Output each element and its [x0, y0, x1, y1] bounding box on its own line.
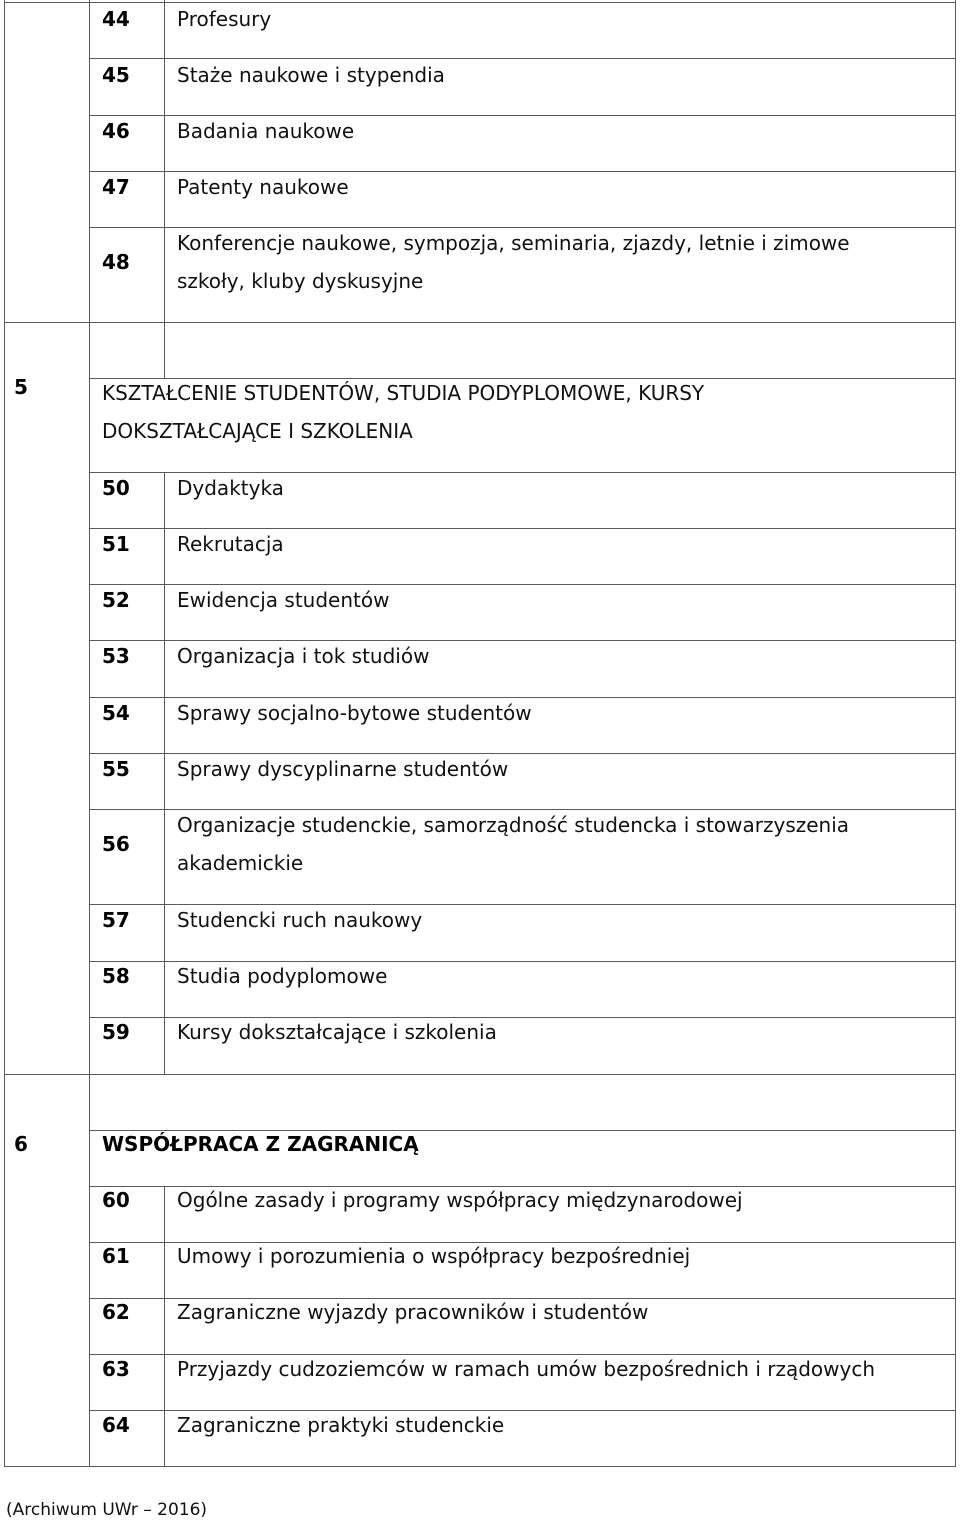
subcolumn-divider-section5 — [164, 472, 165, 1074]
row-label: Zagraniczne wyjazdy pracowników i studentów — [177, 1300, 649, 1324]
subcolumn-divider-section5-header — [164, 322, 165, 378]
row-label: Studencki ruch naukowy — [177, 908, 423, 932]
row-label: Patenty naukowe — [177, 175, 349, 199]
row-label: Umowy i porozumienia o współpracy bezpośredniej — [177, 1244, 691, 1268]
row-code: 50 — [102, 476, 130, 500]
row-code: 59 — [102, 1020, 130, 1044]
row-code: 48 — [102, 250, 130, 274]
row-label: Przyjazdy cudzoziemców w ramach umów bezpośrednich i rządowych — [177, 1357, 876, 1381]
table-border-bottom — [4, 1466, 956, 1467]
row-code: 54 — [102, 701, 130, 725]
row-code: 58 — [102, 964, 130, 988]
row-code: 52 — [102, 588, 130, 612]
row-code: 47 — [102, 175, 130, 199]
row-code: 60 — [102, 1188, 130, 1212]
section-code: 5 — [14, 375, 28, 399]
table-border-right — [955, 0, 956, 1467]
row-code: 61 — [102, 1244, 130, 1268]
section-code: 6 — [14, 1132, 28, 1156]
subcolumn-divider-top — [164, 0, 165, 322]
table-column-divider — [89, 0, 90, 1467]
row-label: Konferencje naukowe, sympozja, seminaria, zjazdy, letnie i zimowe szkoły, kluby dyskusyjne — [177, 231, 850, 293]
row-label: Ewidencja studentów — [177, 588, 390, 612]
row-code: 62 — [102, 1300, 130, 1324]
subcolumn-divider-section6 — [164, 1186, 165, 1467]
row-divider — [4, 322, 956, 323]
row-code: 63 — [102, 1357, 130, 1381]
table-border-left — [4, 0, 5, 1467]
row-label: Zagraniczne praktyki studenckie — [177, 1413, 505, 1437]
row-label: Staże naukowe i stypendia — [177, 63, 445, 87]
row-code: 45 — [102, 63, 130, 87]
row-code: 44 — [102, 7, 130, 31]
row-label: Ogólne zasady i programy współpracy międzynarodowej — [177, 1188, 743, 1212]
section-title: WSPÓŁPRACA Z ZAGRANICĄ — [102, 1132, 419, 1156]
row-label: Rekrutacja — [177, 532, 284, 556]
footer-source-note: (Archiwum UWr – 2016) — [6, 1500, 208, 1520]
row-label: Dydaktyka — [177, 476, 284, 500]
row-code: 57 — [102, 908, 130, 932]
row-label: Organizacje studenckie, samorządność studencka i stowarzyszenia akademickie — [177, 813, 850, 875]
row-code: 46 — [102, 119, 130, 143]
row-divider — [4, 1074, 956, 1075]
row-label: Organizacja i tok studiów — [177, 644, 430, 668]
row-label: Sprawy dyscyplinarne studentów — [177, 757, 509, 781]
row-label: Profesury — [177, 7, 272, 31]
row-label: Studia podyplomowe — [177, 964, 388, 988]
section-title: KSZTAŁCENIE STUDENTÓW, STUDIA PODYPLOMOWE, KURSY DOKSZTAŁCAJĄCE I SZKOLENIA — [102, 381, 705, 443]
row-label: Badania naukowe — [177, 119, 355, 143]
row-code: 53 — [102, 644, 130, 668]
row-code: 64 — [102, 1413, 130, 1437]
row-code: 51 — [102, 532, 130, 556]
row-label: Sprawy socjalno-bytowe studentów — [177, 701, 532, 725]
row-code: 56 — [102, 832, 130, 856]
row-label: Kursy dokształcające i szkolenia — [177, 1020, 497, 1044]
row-code: 55 — [102, 757, 130, 781]
